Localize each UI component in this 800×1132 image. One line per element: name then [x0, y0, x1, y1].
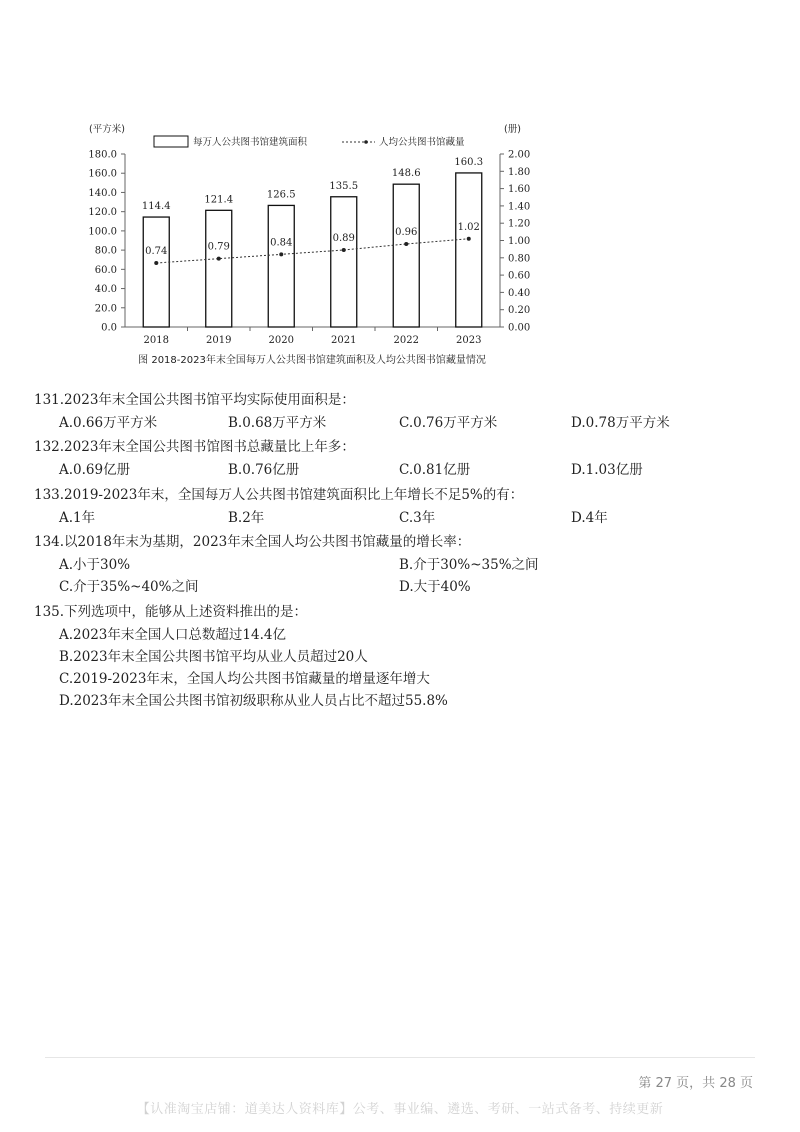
question-132-option-c[interactable]: C.0.81亿册 [399, 462, 471, 478]
bar [331, 197, 357, 327]
right-tick-label: 0.00 [508, 322, 531, 334]
left-tick-label: 80.0 [94, 245, 117, 257]
x-tick-label: 2021 [331, 335, 357, 346]
line-value-label: 0.79 [207, 241, 230, 253]
right-tick-label: 1.80 [508, 166, 531, 178]
x-tick-label: 2019 [206, 335, 232, 346]
legend-bar-label: 每万人公共图书馆建筑面积 [193, 137, 308, 148]
bar [143, 217, 169, 327]
line-point [154, 261, 158, 265]
left-tick-label: 160.0 [88, 168, 117, 180]
x-tick-label: 2022 [393, 335, 419, 346]
bar [206, 210, 232, 327]
line-value-label: 0.84 [270, 237, 293, 249]
question-131-option-a[interactable]: A.0.66万平方米 [59, 415, 158, 431]
question-135-option-a[interactable]: A.2023年末全国人口总数超过14.4亿 [59, 627, 286, 643]
right-tick-label: 0.20 [508, 305, 531, 317]
footer-divider [45, 1057, 755, 1058]
left-tick-label: 120.0 [88, 207, 117, 219]
question-135-option-c[interactable]: C.2019-2023年末，全国人均公共图书馆藏量的增量逐年增大 [59, 671, 430, 687]
question-135-option-b[interactable]: B.2023年末全国公共图书馆平均从业人员超过20人 [59, 649, 368, 665]
x-tick-label: 2018 [143, 335, 169, 346]
question-133-option-b[interactable]: B.2年 [228, 510, 265, 526]
x-tick-label: 2023 [456, 335, 482, 346]
bar-value-label: 148.6 [391, 168, 421, 180]
x-tick-label: 2020 [268, 335, 294, 346]
legend-bar-swatch [154, 136, 188, 147]
line-value-label: 0.74 [145, 245, 168, 257]
bar [393, 184, 419, 327]
bar-value-label: 114.4 [141, 201, 171, 213]
right-tick-label: 1.40 [508, 201, 531, 213]
left-tick-label: 180.0 [88, 149, 117, 161]
left-tick-label: 60.0 [94, 264, 117, 276]
question-134-stem: 134.以2018年末为基期，2023年末全国人均公共图书馆藏量的增长率： [34, 534, 471, 550]
line-series [156, 239, 469, 263]
bar [456, 173, 482, 327]
legend-line-label: 人均公共图书馆藏量 [379, 137, 465, 148]
question-133-option-d[interactable]: D.4年 [571, 510, 608, 526]
footer-watermark: 【认准淘宝店铺：道美达人资料库】公考、事业编、遴选、考研、一站式备考、持续更新 [136, 1102, 664, 1117]
line-value-label: 0.96 [395, 226, 418, 238]
left-tick-label: 0.0 [101, 322, 117, 334]
line-point [404, 242, 408, 246]
left-axis-unit: (平方米) [89, 124, 125, 135]
bar-value-label: 160.3 [454, 156, 484, 168]
right-tick-label: 0.40 [508, 287, 531, 299]
line-point [467, 237, 471, 241]
bar [268, 205, 294, 327]
question-132-option-a[interactable]: A.0.69亿册 [59, 462, 131, 478]
chart-legend [138, 136, 486, 366]
question-135-option-d[interactable]: D.2023年末全国公共图书馆初级职称从业人员占比不超过55.8% [59, 693, 448, 709]
question-133-stem: 133.2019-2023年末，全国每万人公共图书馆建筑面积比上年增长不足5%的有： [34, 487, 524, 503]
line-point [217, 257, 221, 261]
right-tick-label: 2.00 [508, 149, 531, 161]
question-131-option-c[interactable]: C.0.76万平方米 [399, 415, 498, 431]
right-axis-unit: (册) [504, 124, 521, 135]
bar-value-label: 121.4 [204, 194, 234, 206]
right-tick-label: 0.60 [508, 270, 531, 282]
question-134-option-b[interactable]: B.介于30%~35%之间 [399, 557, 539, 573]
bar-value-label: 126.5 [266, 189, 296, 201]
right-tick-label: 1.20 [508, 218, 531, 230]
page-number: 第 27 页，共 28 页 [638, 1076, 753, 1091]
legend-line-marker [364, 140, 368, 144]
bar-line-chart [0, 0, 800, 380]
question-134-option-a[interactable]: A.小于30% [59, 557, 131, 573]
left-tick-label: 40.0 [94, 284, 117, 296]
question-132-option-d[interactable]: D.1.03亿册 [571, 462, 643, 478]
line-value-label: 1.02 [457, 221, 480, 233]
chart-caption: 图 2018-2023年末全国每万人公共图书馆建筑面积及人均公共图书馆藏量情况 [138, 355, 486, 366]
line-point [342, 248, 346, 252]
bar-value-label: 135.5 [329, 180, 359, 192]
question-131-option-d[interactable]: D.0.78万平方米 [571, 415, 670, 431]
right-tick-label: 0.80 [508, 253, 531, 265]
question-133-option-c[interactable]: C.3年 [399, 510, 436, 526]
bars-group [143, 173, 482, 327]
question-131-stem: 131.2023年末全国公共图书馆平均实际使用面积是： [34, 392, 355, 408]
right-tick-label: 1.60 [508, 184, 531, 196]
question-134-option-c[interactable]: C.介于35%~40%之间 [59, 579, 199, 595]
question-132-option-b[interactable]: B.0.76亿册 [228, 462, 300, 478]
question-134-option-d[interactable]: D.大于40% [399, 579, 471, 595]
left-tick-label: 140.0 [88, 187, 117, 199]
line-value-label: 0.89 [332, 233, 355, 245]
question-132-stem: 132.2023年末全国公共图书馆图书总藏量比上年多： [34, 439, 355, 455]
left-tick-label: 20.0 [94, 303, 117, 315]
right-tick-label: 1.00 [508, 236, 531, 247]
left-tick-label: 100.0 [88, 226, 117, 238]
question-133-option-a[interactable]: A.1年 [59, 510, 96, 526]
line-series-group [154, 237, 471, 265]
question-131-option-b[interactable]: B.0.68万平方米 [228, 415, 327, 431]
line-point [279, 252, 283, 256]
question-135-stem: 135.下列选项中，能够从上述资料推出的是： [34, 604, 308, 620]
